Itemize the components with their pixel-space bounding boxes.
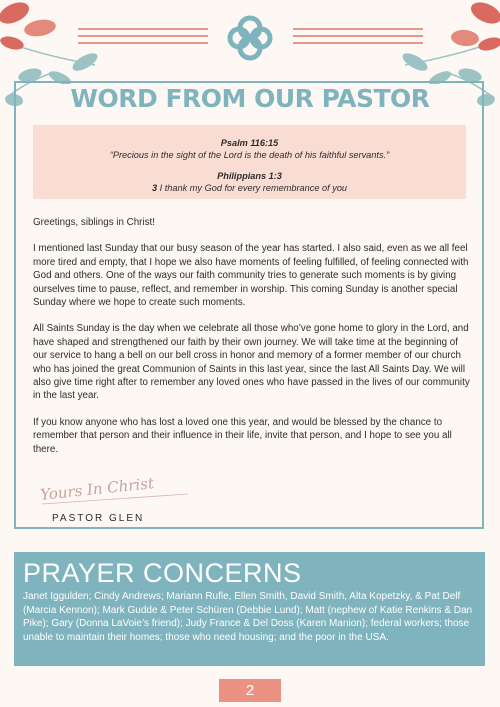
pastor-letter (33, 216, 471, 469)
interlocking-rings-icon (222, 12, 278, 64)
letter-paragraph-1: I mentioned last Sunday that our busy season of the year has started. I also said, even as we all feel more tired and empty, that I hope we also have moments of feeling fulfilled, of feeling connected with God and others. One of the ways our faith community tries to generate such moments is by giving ourselves time to pause, reflect, and remember in worship. This coming Sunday is another special Sunday where we hope to create such moments. (33, 243, 469, 309)
signature-script: Yours In Christ (39, 474, 155, 504)
letter-greeting: Greetings, siblings in Christ! (33, 217, 155, 228)
scripture-quote-2 (33, 182, 466, 194)
scripture-ref-2: Philippians 1:3 (217, 171, 282, 181)
scripture-box (33, 125, 466, 199)
prayer-concerns-box (14, 552, 485, 666)
page-number: 2 (219, 679, 281, 702)
page-title: WORD FROM OUR PASTOR (60, 84, 440, 113)
scripture-ref-1: Psalm 116:15 (220, 138, 279, 148)
letter-paragraph-2: All Saints Sunday is the day when we celebrate all those who’ve gone home to glory in the Lord, and have shaped and strengthened our faith by their own journey. We will take time at the beginning of our service to hang a bell on our bell cross in honor and memory of a former member of our church who has joined the great Communion of Saints in this last year, since the last All Saints Day. We will also give time right after to remember any loved ones who have passed in the lives of our community in the last year. (33, 323, 470, 402)
letter-paragraph-3: If you know anyone who has lost a loved one this year, and would be blessed by the chance to remember that person and their influence in their life, invite that person, and I hope to see you all there. (33, 416, 452, 455)
scripture-quote-1: “Precious in the sight of the Lord is the death of his faithful servants.” (109, 150, 390, 160)
verse-number: 3 (151, 183, 158, 193)
verse-text: I thank my God for every remembrance of you (157, 183, 348, 193)
prayer-heading: PRAYER CONCERNS (23, 558, 302, 588)
pastor-name: PASTOR GLEN (52, 513, 145, 524)
signature-flourish (40, 490, 190, 508)
prayer-list: Janet Iggulden; Cindy Andrews; Mariann Rufle, Ellen Smith, David Smith, Alta Kopetzky, & Pat Delf (Marcia Kennon); Mark Gudde & Peter Schüren (Debbie Lund); Matt (nephew of Katie Renkins & Dan Pike); Gary (Donna LaVoie’s friend); Judy France & Del Doss (Karen Manion); federal workers; those unable to maintain their homes; those who need housing; and the poor in the USA. (23, 591, 473, 643)
